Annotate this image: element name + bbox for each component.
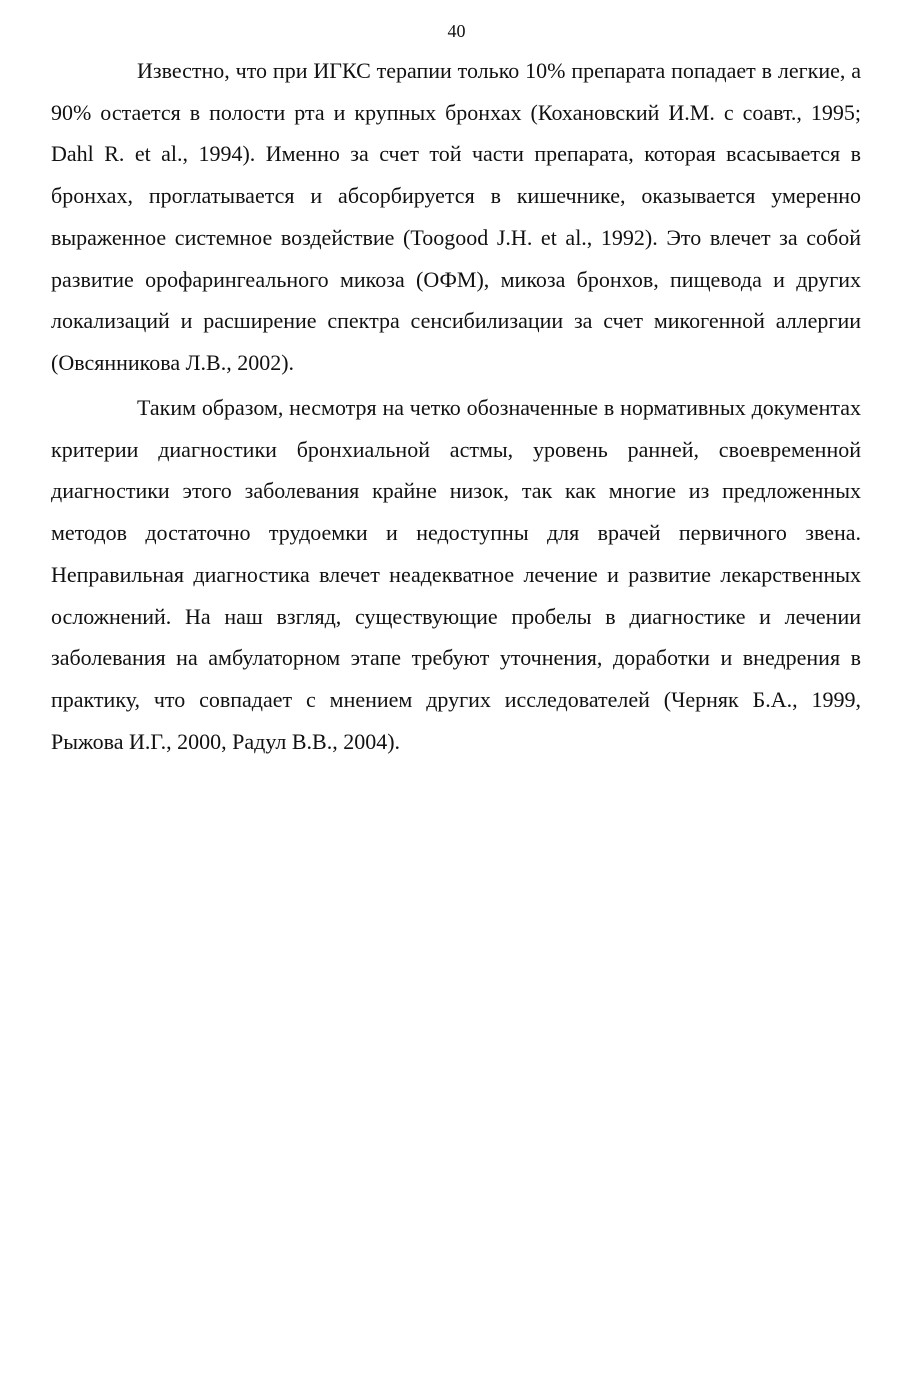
- paragraph-1: Известно, что при ИГКС терапии только 10% препарата попадает в легкие, а 90% остается в полости рта и крупных бронхах (Кохановский И.М. с соавт., 1995; Dahl R. et al., 1994). Именно за счет той части препарата, которая всасывается в бронхах, проглатывается и абсорбируется в кишечнике, оказывается умеренно выраженное системное воздействие (Toogood J.H. et al., 1992). Это влечет за собой развитие орофарингеального микоза (ОФМ), микоза бронхов, пищевода и других локализаций и расширение спектра сенсибилизации за счет микогенной аллергии (Овсянникова Л.В., 2002).: [51, 58, 861, 375]
- page-number: 40: [447, 21, 466, 41]
- paragraph-2: Таким образом, несмотря на четко обозначенные в нормативных документах критерии диагностики бронхиальной астмы, уровень ранней, своевременной диагностики этого заболевания крайне низок, так как многие из предложенных методов достаточно трудоемки и недоступны для врачей первичного звена. Неправильная диагностика влечет неадекватное лечение и развитие лекарственных осложнений. На наш взгляд, существующие пробелы в диагностике и лечении заболевания на амбулаторном этапе требуют уточнения, доработки и внедрения в практику, что совпадает с мнением других исследователей (Черняк Б.А., 1999, Рыжова И.Г., 2000, Радул В.В., 2004).: [51, 395, 861, 754]
